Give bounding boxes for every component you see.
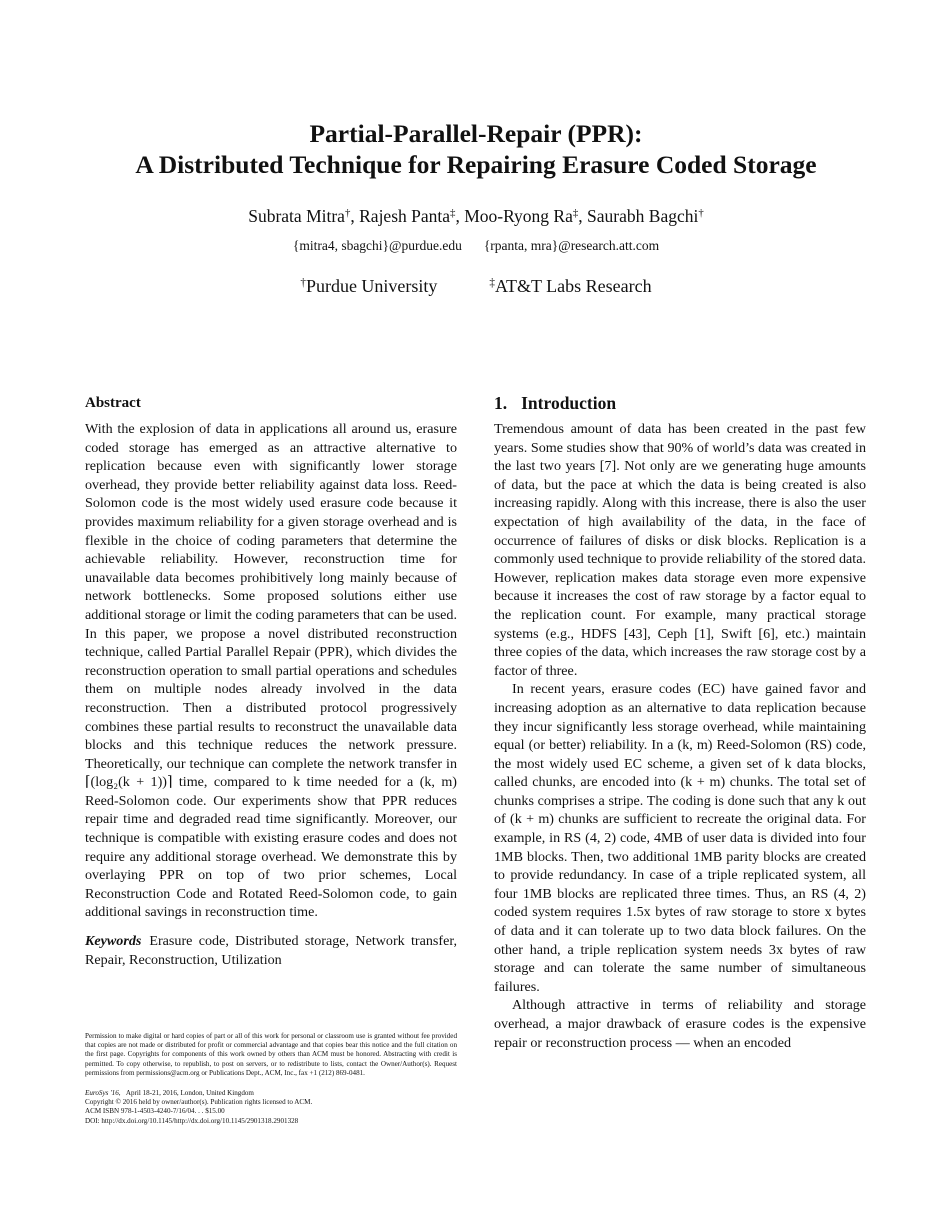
left-column — [85, 393, 457, 969]
section-title: Introduction — [521, 393, 617, 413]
isbn-line: ACM ISBN 978-1-4503-4240-7/16/04. . . $15.00 — [85, 1107, 225, 1116]
author-mark: ‡ — [450, 207, 456, 220]
keywords-text: Erasure code, Distributed storage, Network transfer, Repair, Reconstruction, Utilization — [85, 933, 457, 968]
author-name: Subrata Mitra — [248, 206, 345, 226]
section-heading — [494, 393, 866, 413]
abstract-text: With the explosion of data in applications all around us, erasure coded storage has emerged as an attractive alternative to replication because even with significantly lower storage overhead, they provide better reliability against data loss. Reed-Solomon code is the most widely used erasure code because it provides maximum reliability for a given storage overhead and is flexible in the choice of coding parameters that determine the achievable reliability. However, reconstruction time for unavailable data becomes prohibitively long mainly because of network bottlenecks. Some proposed solutions either use additional storage or limit the coding parameters that can be used. In this paper, we propose a novel distributed reconstruction technique, called Partial Parallel Repair (PPR), which divides the reconstruction operation to small partial operations and schedules them on multiple nodes already involved in the data reconstruction. Then a distributed protocol progressively combines these partial results to reconstruct the unavailable data blocks and this technique reduces the network pressure. Theoretically, our technique can complete the network transfer in ⌈(log₂(k + 1))⌉ time, compared to k time needed for a (k, m) Reed-Solomon code. Our experiments show that PPR reduces repair time and degraded read time significantly. Moreover, our technique is compatible with existing erasure codes and does not require any additional storage overhead. We demonstrate this by overlaying PPR on top of two prior schemes, Local Reconstruction Code and Rotated Reed-Solomon code, to gain additional savings in reconstruction time. — [85, 421, 457, 921]
affiliation-purdue: †Purdue University — [300, 276, 438, 296]
title-line-1: Partial-Parallel-Repair (PPR): — [309, 119, 643, 148]
author-name: Rajesh Panta — [359, 206, 451, 226]
keywords — [85, 932, 457, 969]
title-line-2: A Distributed Technique for Repairing Erasure Coded Storage — [135, 150, 817, 179]
author-mark: † — [698, 207, 704, 220]
right-column — [494, 393, 866, 1052]
abstract-heading: Abstract — [85, 395, 141, 411]
intro-paragraph-3: Although attractive in terms of reliability and storage overhead, a major drawback of erasure codes is the expensive repair or reconstruction process — when an encoded — [494, 997, 866, 1051]
author-emails — [60, 237, 892, 255]
author-name: Saurabh Bagchi — [587, 206, 699, 226]
conference-name: EuroSys '16, — [85, 1089, 121, 1097]
conference-details: April 18-21, 2016, London, United Kingdom — [125, 1089, 254, 1097]
keywords-label: Keywords — [85, 933, 142, 950]
affiliation-att: ‡AT&T Labs Research — [489, 276, 652, 296]
doi-line: DOI: http://dx.doi.org/10.1145/http://dx.doi.org/10.1145/2901318.2901328 — [85, 1116, 299, 1125]
permission-footnote: Permission to make digital or hard copies of part or all of this work for personal or classroom use is granted without fee provided that copies are not made or distributed for profit or commercial advantage and that copies bear this notice and the full citation on the first page. Copyrights for components of this work owned by others than ACM must be honored. Abstracting with credit is permitted. To copy otherwise, to republish, to post on servers, or to redistribute to lists, contact the Owner/Author(s). Request permissions from permissions@acm.org or Publications Dept., ACM, Inc., fax +1 (212) 869-0481. — [85, 1032, 457, 1077]
intro-paragraph-2: In recent years, erasure codes (EC) have gained favor and increasing adoption as an alternative to data replication because they incur significantly less storage overhead, while maintaining equal (or better) reliability. In a (k, m) Reed-Solomon (RS) code, the most widely used EC scheme, a given set of k data blocks, called chunks, are encoded into (k + m) chunks. The total set of chunks comprises a stripe. The coding is done such that any k out of (k + m) chunks are sufficient to recreate the original data. For example, in RS (4, 2) code, 4MB of user data is divided into four 1MB blocks. Then, two additional 1MB parity blocks are created to provide redundancy. In case of a triple replicated system, all four 1MB blocks are replicated three times. Thus, an RS (4, 2) coded system requires 1.5x bytes of raw storage to store x bytes of data and it can tolerate up to two data block failures. On the other hand, a triple replication system needs 3x bytes of raw storage and can tolerate the same number of simultaneous failures. — [494, 681, 866, 995]
author-mark: ‡ — [572, 207, 579, 220]
paper-title — [60, 118, 892, 180]
conference-info — [85, 1089, 457, 1126]
section-number: 1. — [494, 393, 508, 413]
intro-paragraph-1: Tremendous amount of data has been created in the past few years. Some studies show that 90% of world’s data was created in the last two years [7]. Not only are we generating huge amounts of data, but the pace at which the data is being created is also increasing rapidly. Along with this increase, there is also the user expectation of high availability of the data, in the face of occurrence of failures of disks or disk blocks. Replication is a commonly used technique to provide reliability of the stored data. However, replication makes data storage even more expensive because it increases the cost of raw storage by a factor equal to the replication count. For example, many practical storage systems (e.g., HDFS [43], Ceph [1], Swift [6], etc.) maintain three copies of the data, which increases the raw storage cost by a factor of three. — [494, 421, 866, 679]
author-name: Moo-Ryong Ra — [464, 206, 573, 226]
email-purdue: {mitra4, sbagchi}@purdue.edu — [292, 238, 462, 253]
author-list: Subrata Mitra†, Rajesh Panta‡, Moo-Ryong Ra‡, Saurabh Bagchi† — [248, 206, 704, 226]
affiliations — [60, 274, 892, 301]
copyright-line: Copyright © 2016 held by owner/author(s). Publication rights licensed to ACM. — [85, 1098, 313, 1107]
email-att: {rpanta, mra}@research.att.com — [483, 238, 660, 253]
author-mark: † — [344, 207, 351, 220]
